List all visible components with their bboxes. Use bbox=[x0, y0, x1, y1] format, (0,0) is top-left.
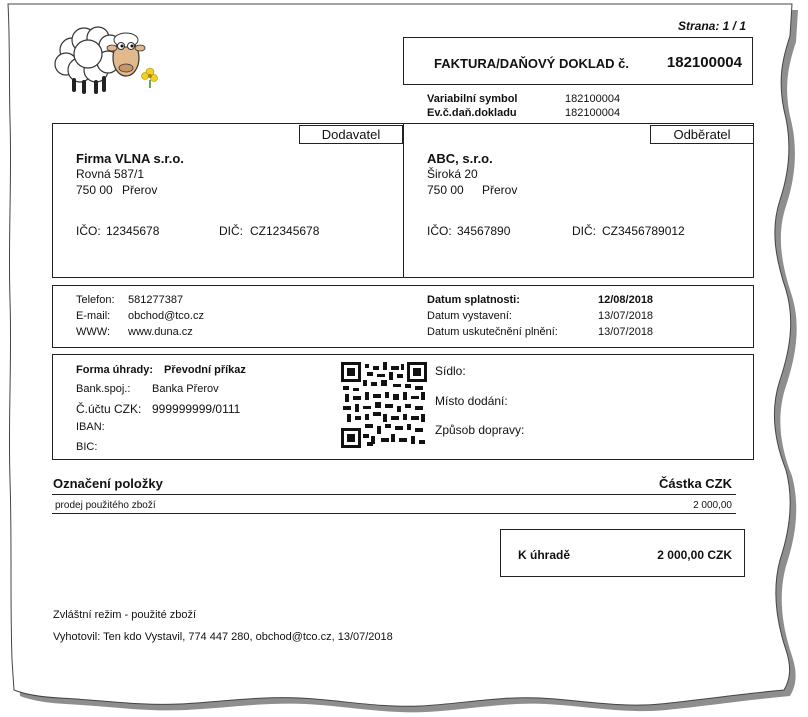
email-label: E-mail: bbox=[76, 310, 111, 322]
delivery-place-label: Místo dodání: bbox=[435, 394, 508, 408]
www-value: www.duna.cz bbox=[128, 326, 193, 338]
supplier-zip: 750 00 bbox=[76, 183, 113, 197]
account-value: 999999999/0111 bbox=[152, 402, 241, 416]
customer-name: ABC, s.r.o. bbox=[427, 151, 493, 166]
customer-ico-label: IČO: bbox=[427, 224, 452, 238]
iban-label: IBAN: bbox=[76, 421, 105, 433]
supplier-dic-label: DIČ: bbox=[219, 224, 243, 238]
transport-label: Způsob dopravy: bbox=[435, 423, 525, 437]
taxable-date-value: 13/07/2018 bbox=[598, 326, 654, 338]
customer-street: Široká 20 bbox=[427, 167, 478, 181]
payment-method-label: Forma úhrady: bbox=[76, 364, 154, 376]
supplier-city: Přerov bbox=[122, 183, 158, 197]
customer-ico: 34567890 bbox=[457, 224, 511, 238]
invoice-title: FAKTURA/DAŇOVÝ DOKLAD č. bbox=[434, 56, 630, 71]
tax-doc-number-label: Ev.č.daň.dokladu bbox=[427, 107, 517, 119]
item-name: prodej použitého zboží bbox=[55, 500, 156, 511]
issued-by: Vyhotovil: Ten kdo Vystavil, 774 447 280, obchod@tco.cz, 13/07/2018 bbox=[53, 631, 393, 643]
total-value: 2 000,00 CZK bbox=[657, 548, 732, 562]
invoice-number: 182100004 bbox=[666, 54, 742, 71]
issue-date-value: 13/07/2018 bbox=[598, 310, 654, 322]
sheep-logo bbox=[50, 20, 162, 96]
phone-label: Telefon: bbox=[76, 294, 115, 306]
variable-symbol-value: 182100004 bbox=[565, 93, 621, 105]
qr-code bbox=[341, 362, 427, 448]
parties-divider bbox=[403, 123, 404, 278]
due-date-label: Datum splatnosti: bbox=[427, 294, 520, 306]
customer-city: Přerov bbox=[482, 183, 518, 197]
www-label: WWW: bbox=[76, 326, 111, 338]
tax-doc-number-value: 182100004 bbox=[565, 107, 621, 119]
due-date-value: 12/08/2018 bbox=[598, 294, 654, 306]
supplier-street: Rovná 587/1 bbox=[76, 167, 145, 181]
bank-value: Banka Přerov bbox=[152, 383, 219, 395]
customer-tab: Odběratel bbox=[650, 125, 754, 144]
payment-method-value: Převodní příkaz bbox=[164, 364, 246, 376]
seat-label: Sídlo: bbox=[435, 364, 466, 378]
variable-symbol-label: Variabilní symbol bbox=[427, 93, 518, 105]
item-amount: 2 000,00 bbox=[693, 500, 732, 511]
supplier-ico: 12345678 bbox=[106, 224, 160, 238]
items-footer-rule bbox=[52, 513, 736, 514]
phone-value: 581277387 bbox=[128, 294, 184, 306]
special-regime-note: Zvláštní režim - použité zboží bbox=[53, 609, 197, 621]
customer-zip: 750 00 bbox=[427, 183, 464, 197]
items-col-item: Označení položky bbox=[53, 476, 163, 491]
email-value: obchod@tco.cz bbox=[128, 310, 204, 322]
supplier-dic: CZ12345678 bbox=[250, 224, 320, 238]
customer-dic-label: DIČ: bbox=[572, 224, 596, 238]
items-header-rule bbox=[52, 494, 736, 495]
customer-dic: CZ3456789012 bbox=[602, 224, 685, 238]
total-box bbox=[500, 529, 745, 577]
total-label: K úhradě bbox=[518, 548, 571, 562]
bic-label: BIC: bbox=[76, 441, 98, 453]
invoice-title-box bbox=[403, 37, 753, 85]
taxable-date-label: Datum uskutečnění plnění: bbox=[427, 326, 558, 338]
supplier-name: Firma VLNA s.r.o. bbox=[76, 151, 184, 166]
page-number: Strana: 1 / 1 bbox=[677, 19, 746, 33]
bank-label: Bank.spoj.: bbox=[76, 383, 131, 395]
supplier-tab: Dodavatel bbox=[299, 125, 403, 144]
supplier-ico-label: IČO: bbox=[76, 224, 101, 238]
account-label: Č.účtu CZK: bbox=[76, 402, 142, 416]
issue-date-label: Datum vystavení: bbox=[427, 310, 512, 322]
items-col-amount: Částka CZK bbox=[659, 476, 732, 491]
